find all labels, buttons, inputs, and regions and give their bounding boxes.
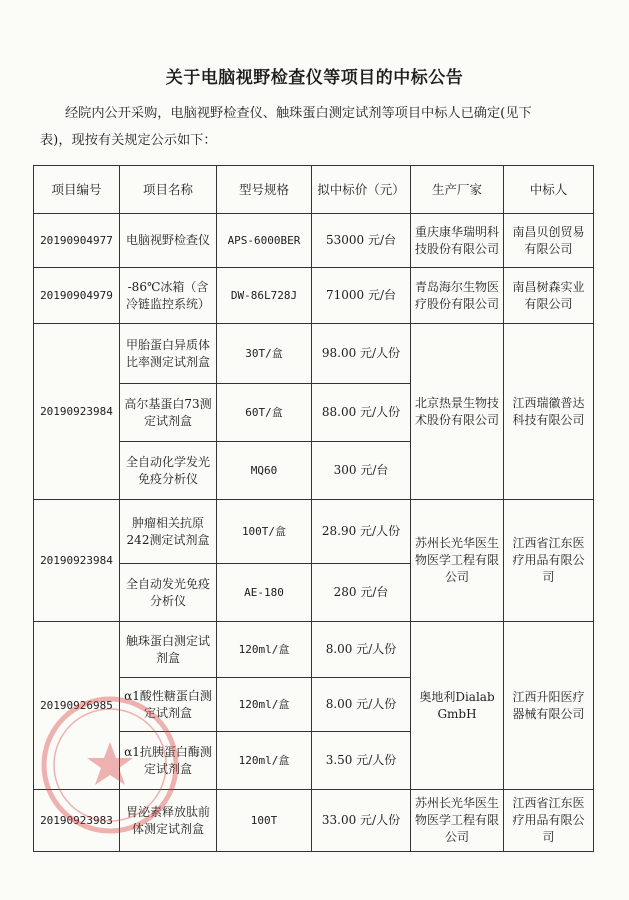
project-code-cell: 20190926985 — [34, 622, 120, 790]
manufacturer-cell: 青岛海尔生物医疗股份有限公司 — [411, 268, 504, 324]
table-row — [34, 268, 594, 324]
model-spec-cell: 100T/盒 — [217, 500, 312, 564]
project-code-cell: 20190904977 — [34, 214, 120, 268]
manufacturer-cell: 奥地利Dialab GmbH — [411, 622, 504, 790]
table-row — [34, 790, 594, 852]
project-name-cell: 触珠蛋白测定试剂盒 — [120, 622, 217, 678]
winner-cell: 江西省江东医疗用品有限公司 — [504, 500, 594, 622]
project-name-cell: 全自动发光免疫分析仪 — [120, 564, 217, 622]
header-project-name: 项目名称 — [120, 166, 217, 214]
intro-line-1: 经院内公开采购，电脑视野检查仪、触珠蛋白测定试剂等项目中标人已确定(见下 — [65, 106, 532, 121]
intro-line-2: 表)，现按有关规定公示如下： — [40, 133, 217, 148]
project-code-cell: 20190904979 — [34, 268, 120, 324]
manufacturer-cell: 北京热景生物技术股份有限公司 — [411, 324, 504, 500]
model-spec-cell: DW-86L728J — [217, 268, 312, 324]
project-code-cell: 20190923984 — [34, 500, 120, 622]
winner-cell: 南昌贝创贸易有限公司 — [504, 214, 594, 268]
header-winning-bidder: 中标人 — [504, 166, 594, 214]
price-cell: 33.00 元/人份 — [312, 790, 411, 852]
model-spec-cell: 120ml/盒 — [217, 622, 312, 678]
winner-cell: 南昌树森实业有限公司 — [504, 268, 594, 324]
notice-title: 关于电脑视野检查仪等项目的中标公告 — [165, 68, 464, 88]
price-cell: 3.50 元/人份 — [312, 732, 411, 790]
winner-cell: 江西升阳医疗器械有限公司 — [504, 622, 594, 790]
model-spec-cell: 60T/盒 — [217, 384, 312, 442]
table-row — [34, 214, 594, 268]
model-spec-cell: 120ml/盒 — [217, 732, 312, 790]
header-manufacturer: 生产厂家 — [411, 166, 504, 214]
table-row — [34, 500, 594, 564]
project-name-cell: 甲胎蛋白异质体比率测定试剂盒 — [120, 324, 217, 384]
project-name-cell: 电脑视野检查仪 — [120, 214, 217, 268]
header-project-code: 项目编号 — [34, 166, 120, 214]
table-row — [34, 622, 594, 678]
price-cell: 300 元/台 — [312, 442, 411, 500]
header-model-spec: 型号规格 — [217, 166, 312, 214]
model-spec-cell: 30T/盒 — [217, 324, 312, 384]
model-spec-cell: APS-6000BER — [217, 214, 312, 268]
model-spec-cell: 120ml/盒 — [217, 678, 312, 732]
intro-paragraph — [40, 100, 600, 154]
price-cell: 98.00 元/人份 — [312, 324, 411, 384]
manufacturer-cell: 苏州长光华医生物医学工程有限公司 — [411, 500, 504, 622]
price-cell: 53000 元/台 — [312, 214, 411, 268]
project-name-cell: 胃泌素释放肽前体测定试剂盒 — [120, 790, 217, 852]
price-cell: 280 元/台 — [312, 564, 411, 622]
project-name-cell: 肿瘤相关抗原242测定试剂盒 — [120, 500, 217, 564]
award-table — [33, 165, 594, 852]
model-spec-cell: AE-180 — [217, 564, 312, 622]
price-cell: 8.00 元/人份 — [312, 678, 411, 732]
header-proposed-price: 拟中标价（元） — [312, 166, 411, 214]
price-cell: 8.00 元/人份 — [312, 622, 411, 678]
manufacturer-cell: 重庆康华瑞明科技股份有限公司 — [411, 214, 504, 268]
project-name-cell: α1抗胰蛋白酶测定试剂盒 — [120, 732, 217, 790]
table-header-row — [34, 166, 594, 214]
model-spec-cell: 100T — [217, 790, 312, 852]
winner-cell: 江西省江东医疗用品有限公司 — [504, 790, 594, 852]
project-name-cell: 高尔基蛋白73测定试剂盒 — [120, 384, 217, 442]
winner-cell: 江西瑞徽普达科技有限公司 — [504, 324, 594, 500]
manufacturer-cell: 苏州长光华医生物医学工程有限公司 — [411, 790, 504, 852]
project-name-cell: -86℃冰箱（含冷链监控系统） — [120, 268, 217, 324]
project-code-cell: 20190923984 — [34, 324, 120, 500]
price-cell: 71000 元/台 — [312, 268, 411, 324]
model-spec-cell: MQ60 — [217, 442, 312, 500]
price-cell: 28.90 元/人份 — [312, 500, 411, 564]
project-code-cell: 20190923983 — [34, 790, 120, 852]
table-row — [34, 324, 594, 384]
project-name-cell: α1酸性糖蛋白测定试剂盒 — [120, 678, 217, 732]
price-cell: 88.00 元/人份 — [312, 384, 411, 442]
project-name-cell: 全自动化学发光免疫分析仪 — [120, 442, 217, 500]
